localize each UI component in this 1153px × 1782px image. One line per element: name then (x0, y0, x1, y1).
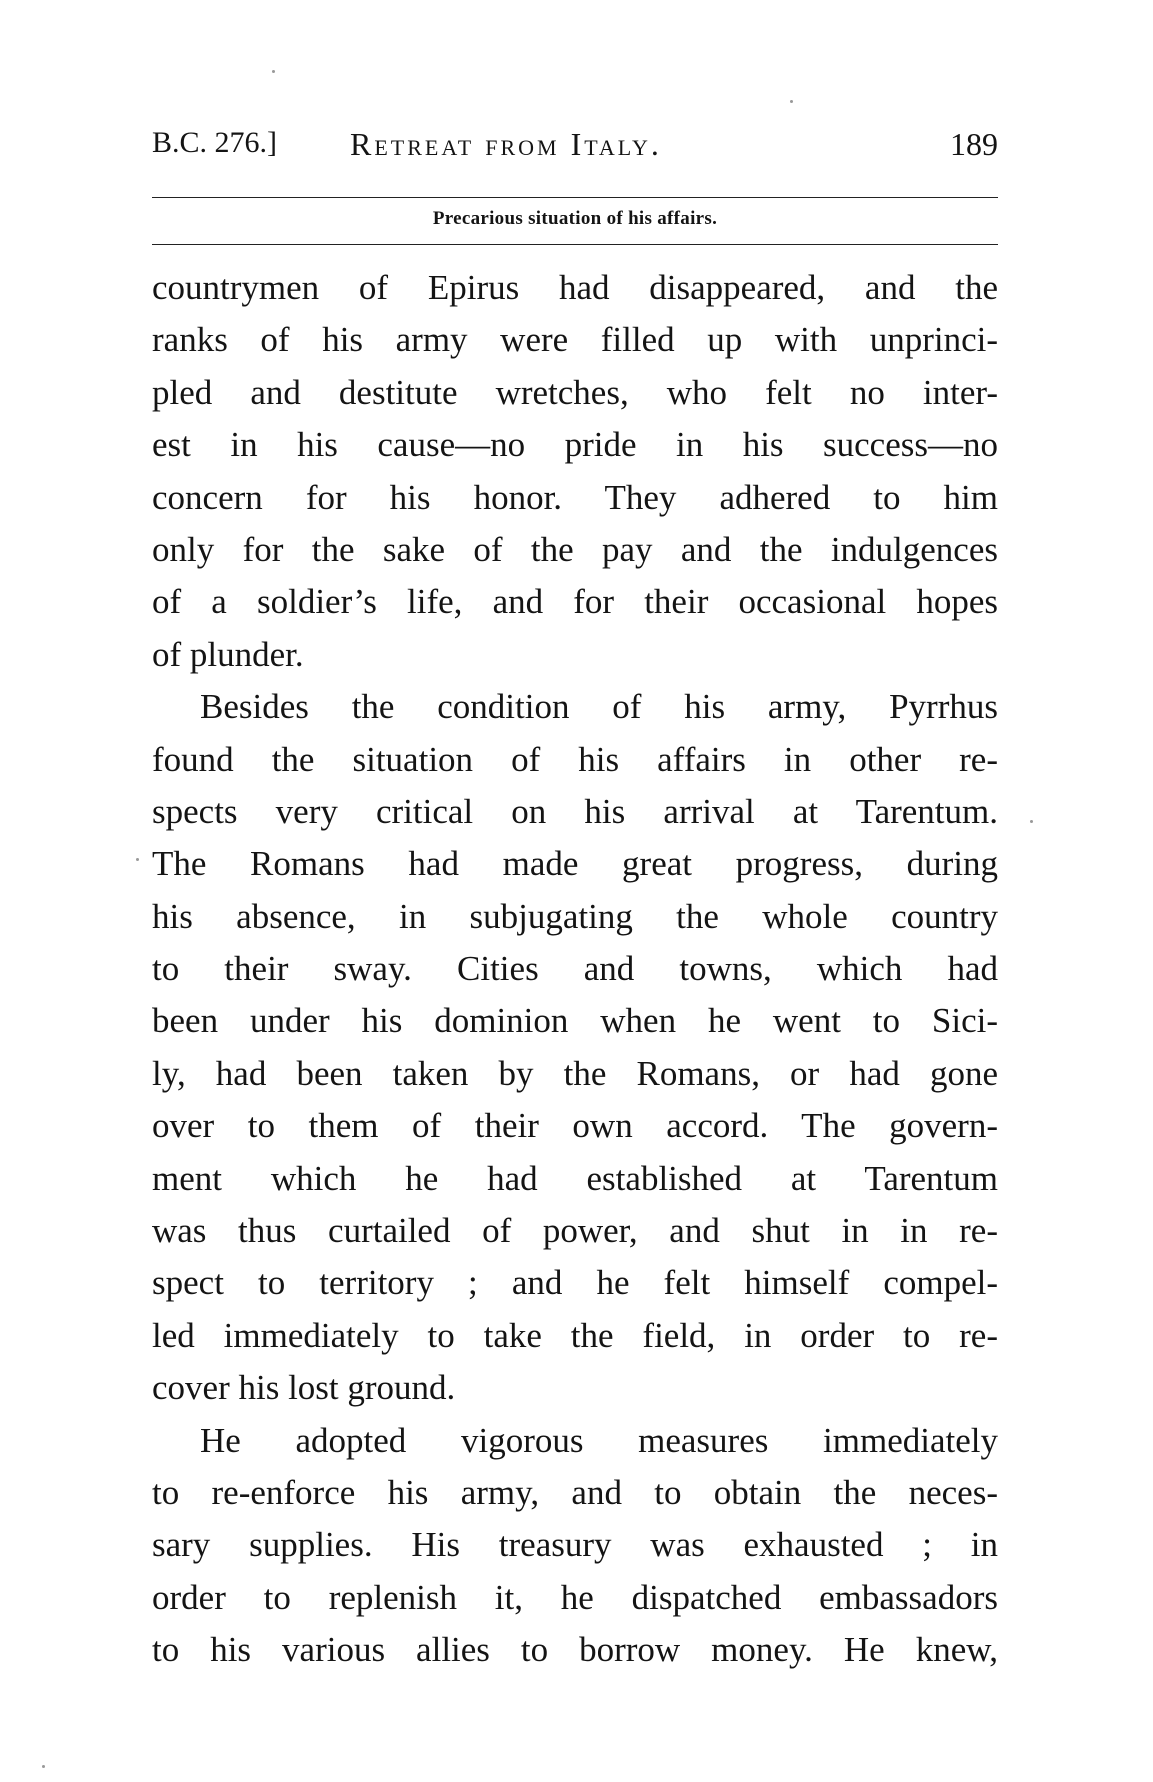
text-line: only for the sake of the pay and the indulgences (152, 529, 998, 569)
text-line: of a soldier’s life, and for their occasional hopes (152, 582, 998, 622)
text-line: concern for his honor. They adhered to him (152, 477, 998, 517)
text-line: spect to territory ; and he felt himself compel- (152, 1263, 998, 1303)
text-line: He adopted vigorous measures immediately (200, 1420, 998, 1460)
paper-speck (136, 858, 139, 861)
text-line: led immediately to take the field, in order to re- (152, 1315, 998, 1355)
text-line: cover his lost ground. (152, 1368, 456, 1408)
text-line: ly, had been taken by the Romans, or had gone (152, 1053, 998, 1093)
text-line: was thus curtailed of power, and shut in in re- (152, 1211, 998, 1251)
running-header (152, 118, 998, 178)
paper-speck (272, 70, 275, 73)
header-date: B.C. 276.] (152, 126, 278, 159)
text-line: est in his cause—no pride in his success—no (152, 425, 998, 465)
paper-speck (42, 1765, 45, 1768)
text-line: his absence, in subjugating the whole country (152, 896, 998, 936)
text-line: of plunder. (152, 634, 304, 674)
text-line: over to them of their own accord. The govern- (152, 1106, 998, 1146)
text-line: to their sway. Cities and towns, which had (152, 949, 998, 989)
text-line: to his various allies to borrow money. He knew, (152, 1630, 998, 1670)
text-line: The Romans had made great progress, during (152, 844, 998, 884)
body-text (152, 262, 998, 1677)
header-rule-bottom (152, 244, 998, 245)
header-rule-top (152, 197, 998, 198)
text-line: Besides the condition of his army, Pyrrhus (200, 687, 998, 727)
text-line: found the situation of his affairs in other re- (152, 739, 998, 779)
text-line: sary supplies. His treasury was exhausted ; in (152, 1525, 998, 1565)
text-line: ment which he had established at Tarentum (152, 1158, 998, 1198)
text-line: pled and destitute wretches, who felt no inter- (152, 372, 998, 412)
text-line: to re-enforce his army, and to obtain the neces- (152, 1472, 998, 1512)
text-line: ranks of his army were filled up with unprinci- (152, 320, 998, 360)
text-line: order to replenish it, he dispatched embassadors (152, 1577, 998, 1617)
text-line: spects very critical on his arrival at Tarentum. (152, 791, 998, 831)
paper-speck (790, 100, 793, 103)
header-chapter-title: Retreat from Italy. (350, 126, 662, 162)
page-number: 189 (950, 126, 998, 162)
paper-speck (1030, 820, 1033, 823)
text-line: been under his dominion when he went to Sici- (152, 1001, 998, 1041)
running-subtitle: Precarious situation of his affairs. (432, 208, 718, 229)
text-line: countrymen of Epirus had disappeared, and the (152, 268, 998, 307)
